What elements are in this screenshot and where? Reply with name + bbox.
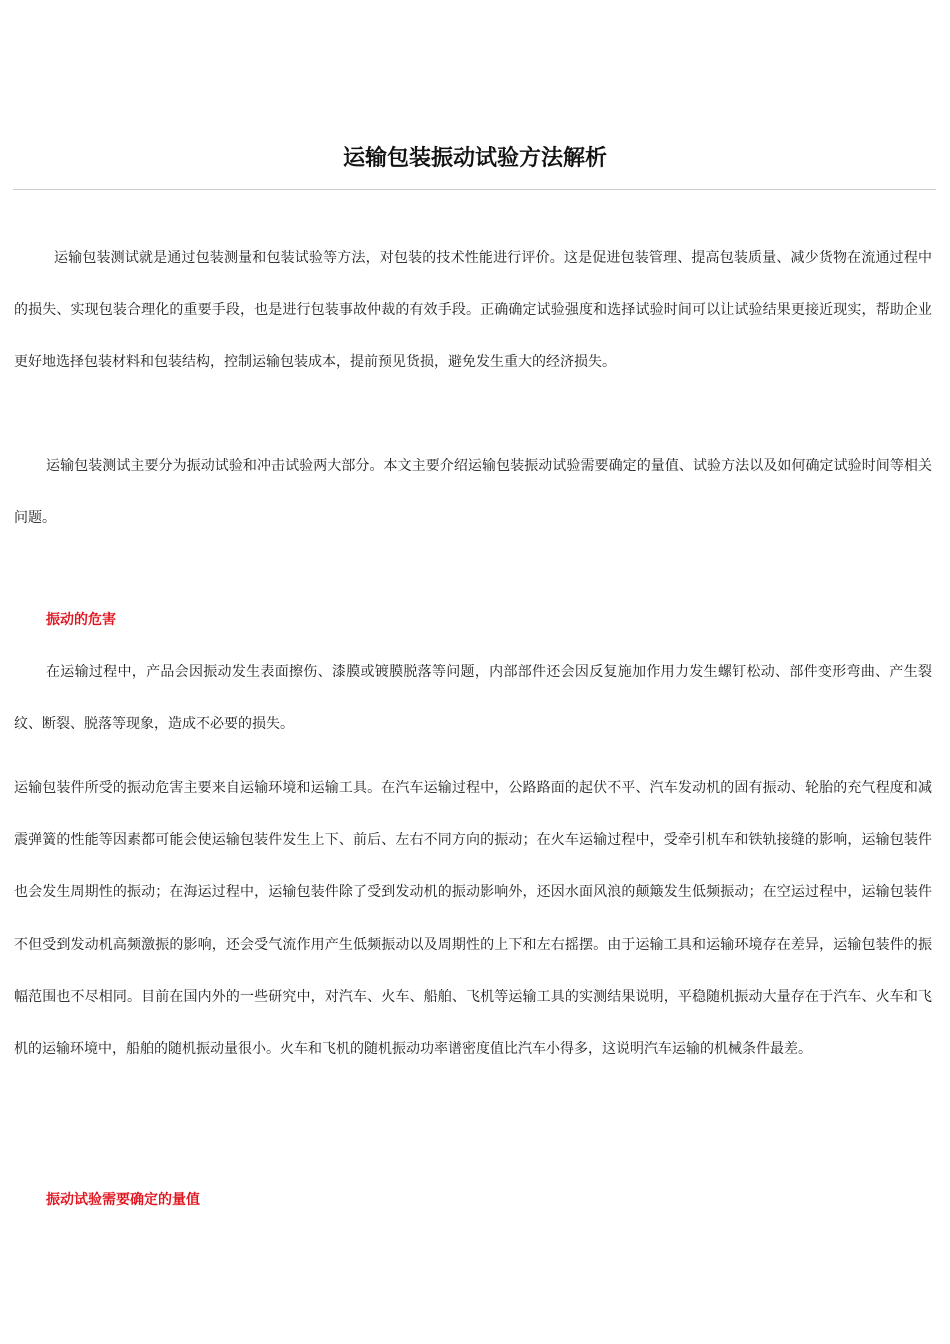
document-title: 运输包装振动试验方法解析 [342,145,607,171]
hazard-paragraph-1: 在运输过程中，产品会因振动发生表面擦伤、漆膜或镀膜脱落等问题，内部部件还会因反复施加作用力发生螺钉松动、部件变形弯曲、产生裂纹、断裂、脱落等现象，造成不必要的损失。 [14,664,932,733]
section-heading-values: 振动试验需要确定的量值 [46,1192,200,1208]
title-divider [13,189,936,190]
intro-paragraph-2: 运输包装测试主要分为振动试验和冲击试验两大部分。本文主要介绍运输包装振动试验需要确定的量值、试验方法以及如何确定试验时间等相关问题。 [14,458,932,527]
hazard-paragraph-2: 运输包装件所受的振动危害主要来自运输环境和运输工具。在汽车运输过程中，公路路面的起伏不平、汽车发动机的固有振动、轮胎的充气程度和减震弹簧的性能等因素都可能会使运输包装件发生上下、前后、左右不同方向的振动；在火车运输过程中，受牵引机车和铁轨接缝的影响，运输包装件也会发生周期性的振动；在海运过程中，运输包装件除了受到发动机的振动影响外，还因水面风浪的颠簸发生低频振动；在空运过程中，运输包装件不但受到发动机高频激振的影响，还会受气流作用产生低频振动以及周期性的上下和左右摇摆。由于运输工具和运输环境存在差异，运输包装件的振幅范围也不尽相同。目前在国内外的一些研究中，对汽车、火车、船舶、飞机等运输工具的实测结果说明，平稳随机振动大量存在于汽车、火车和飞机的运输环境中，船舶的随机振动量很小。火车和飞机的随机振动功率谱密度值比汽车小得多，这说明汽车运输的机械条件最差。 [14,780,932,1058]
section-heading-hazard: 振动的危害 [46,612,116,628]
intro-paragraph-1: 运输包装测试就是通过包装测量和包装试验等方法，对包装的技术性能进行评价。这是促进包装管理、提高包装质量、减少货物在流通过程中的损失、实现包装合理化的重要手段，也是进行包装事故仲裁的有效手段。正确确定试验强度和选择试验时间可以让试验结果更接近现实，帮助企业更好地选择包装材料和包装结构，控制运输包装成本，提前预见货损，避免发生重大的经济损失。 [14,250,932,371]
